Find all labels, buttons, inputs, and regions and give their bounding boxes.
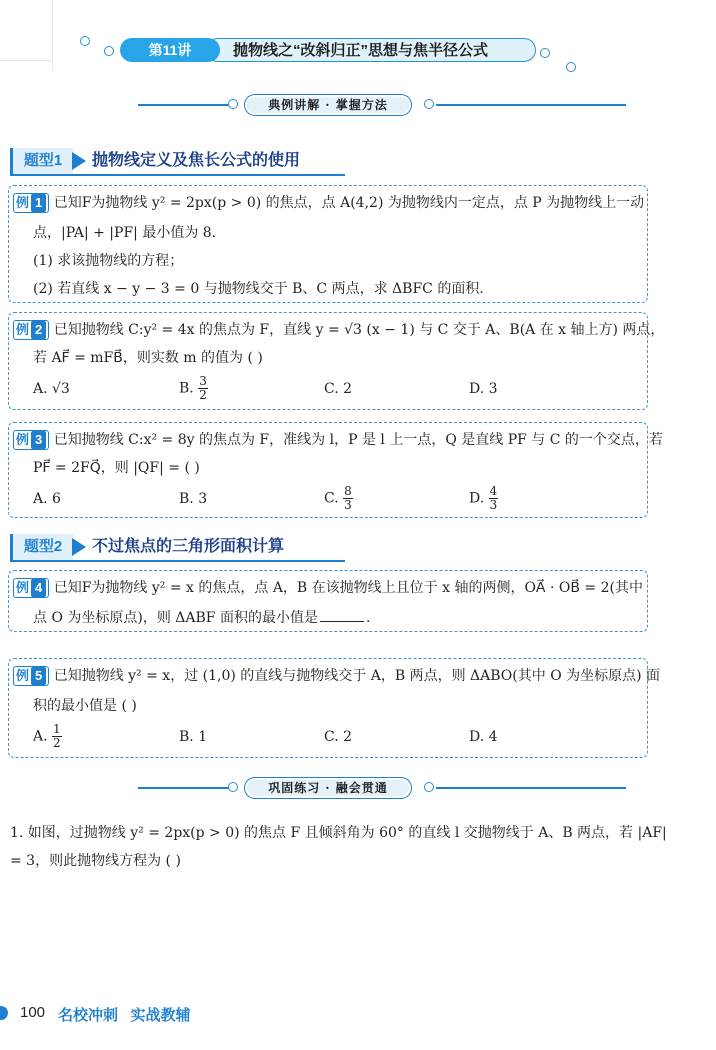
option-c: C. 2 xyxy=(324,729,353,745)
option-c: C. 2 xyxy=(324,381,353,397)
example-text: 若 AF⃗ = mFB⃗，则实数 m 的值为 ( ) xyxy=(33,350,263,366)
section-header-practice xyxy=(244,777,412,799)
option-b: B. $\frac{3}{2}$ xyxy=(179,374,207,402)
option-d: D. 4 xyxy=(469,729,498,745)
decor-circle xyxy=(228,782,238,792)
decor-circle xyxy=(566,62,576,72)
example-4-box xyxy=(8,570,648,632)
footer-brand: 名校冲刺 实战教辅 xyxy=(58,1007,191,1024)
decor-circle xyxy=(228,99,238,109)
decor-circle xyxy=(80,36,90,46)
example-text: 已知抛物线 C:y² = 4x 的焦点为 F，直线 y = √3 (x − 1) 与 C 交于 A、B(A 在 x 轴上方) 两点， xyxy=(53,322,665,338)
type-underline xyxy=(10,560,345,562)
section-divider-right xyxy=(436,787,626,789)
decor-circle xyxy=(104,46,114,56)
type-tag: 题型2 xyxy=(10,534,73,560)
type-header-1 xyxy=(10,148,350,174)
play-arrow-icon xyxy=(72,152,86,170)
example-text: 已知抛物线 C:x² = 8y 的焦点为 F，准线为 l，P 是 l 上一点，Q 是直线 PF 与 C 的一个交点，若 xyxy=(53,432,663,448)
lesson-tag: 第11讲 xyxy=(120,38,220,62)
example-badge: 例 2 xyxy=(13,320,49,340)
corner-guide-horizontal xyxy=(0,60,52,61)
section-label: 巩固练习 · 融会贯通 xyxy=(247,780,409,796)
type-title: 抛物线定义及焦长公式的使用 xyxy=(92,152,301,169)
option-d: D. 3 xyxy=(469,381,498,397)
section-label: 典例讲解 · 掌握方法 xyxy=(247,97,409,113)
corner-guide-vertical xyxy=(52,0,53,70)
answer-blank xyxy=(320,621,364,622)
option-a: A. √3 xyxy=(33,381,70,397)
decor-circle xyxy=(424,99,434,109)
decor-circle xyxy=(424,782,434,792)
option-a: A. 6 xyxy=(33,491,61,507)
practice-question: = 3，则此抛物线方程为 ( ) xyxy=(10,853,181,869)
type-title: 不过焦点的三角形面积计算 xyxy=(92,538,285,555)
example-subquestion: (1) 求该抛物线的方程； xyxy=(33,253,184,269)
example-text: 积的最小值是 ( ) xyxy=(33,698,137,714)
example-text: 已知抛物线 y² = x，过 (1,0) 的直线与抛物线交于 A，B 两点，则 ΔABO(其中 O 为坐标原点) 面 xyxy=(53,668,661,684)
type-underline xyxy=(10,174,345,176)
example-5-box xyxy=(8,658,661,758)
option-a: A. $\frac{1}{2}$ xyxy=(33,722,61,750)
section-divider-left xyxy=(138,787,230,789)
example-text: 点，|PA| + |PF| 最小值为 8. xyxy=(33,225,217,241)
example-badge: 例 1 xyxy=(13,193,49,213)
lesson-title: 抛物线之“改斜归正”思想与焦半径公式 xyxy=(206,38,536,62)
type-header-2 xyxy=(10,534,350,560)
option-b: B. 3 xyxy=(179,491,208,507)
example-text: 已知F为抛物线 y² = 2px(p > 0) 的焦点，点 A(4,2) 为抛物线内一定点，点 P 为抛物线上一动 xyxy=(53,195,645,211)
example-badge: 例 5 xyxy=(13,666,49,686)
type-tag: 题型1 xyxy=(10,148,73,174)
example-badge: 例 4 xyxy=(13,578,49,598)
page-number: 100 xyxy=(20,1004,46,1021)
option-b: B. 1 xyxy=(179,729,208,745)
section-divider-right xyxy=(436,104,626,106)
example-text: PF⃗ = 2FQ⃗，则 |QF| = ( ) xyxy=(33,460,200,476)
example-1-box xyxy=(8,185,648,303)
example-subquestion: (2) 若直线 x − y − 3 = 0 与抛物线交于 B、C 两点，求 ΔBFC 的面积. xyxy=(33,281,484,297)
example-2-box xyxy=(8,312,665,410)
section-header-examples xyxy=(244,94,412,116)
option-d: D. $\frac{4}{3}$ xyxy=(469,484,498,512)
example-text: 点 O 为坐标原点)，则 ΔABF 面积的最小值是 . xyxy=(33,610,371,626)
option-c: C. $\frac{8}{3}$ xyxy=(324,484,352,512)
footer-dot xyxy=(0,1006,8,1020)
decor-circle xyxy=(540,48,550,58)
section-divider-left xyxy=(138,104,230,106)
example-3-box xyxy=(8,422,663,518)
play-arrow-icon xyxy=(72,538,86,556)
example-text: 已知F为抛物线 y² = x 的焦点，点 A，B 在该抛物线上且位于 x 轴的两侧，OA⃗ · OB⃗ = 2(其中 xyxy=(53,580,643,596)
example-badge: 例 3 xyxy=(13,430,49,450)
practice-question: 1. 如图，过抛物线 y² = 2px(p > 0) 的焦点 F 且倾斜角为 60° 的直线 l 交抛物线于 A、B 两点，若 |AF| xyxy=(10,825,667,841)
